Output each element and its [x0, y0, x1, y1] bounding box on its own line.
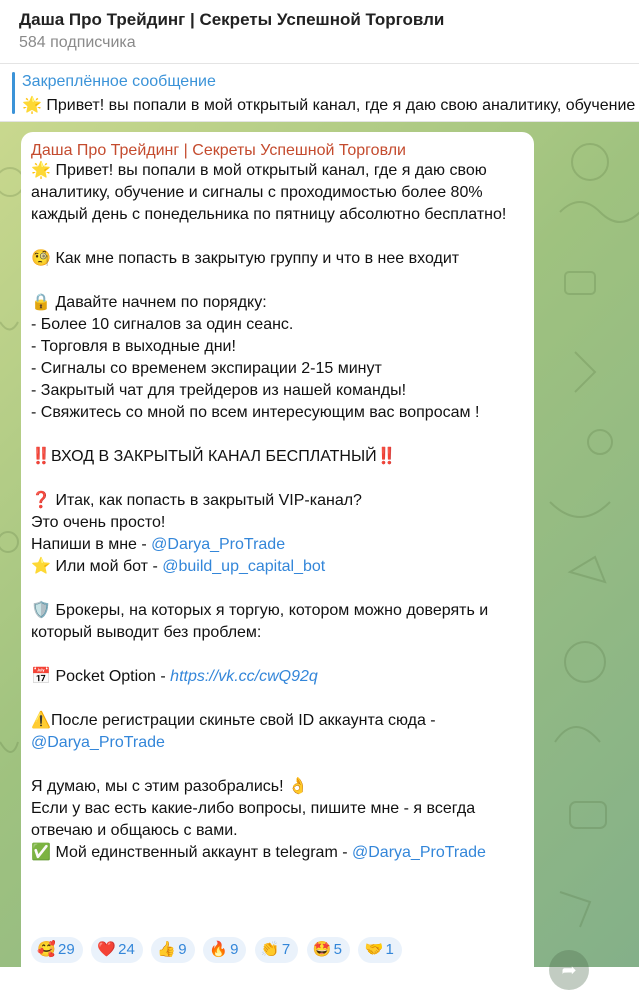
ok-hand-icon: 👌	[288, 778, 308, 795]
entry-headline: ‼️ВХОД В ЗАКРЫТЫЙ КАНАЛ БЕСПЛАТНЫЙ‼️	[31, 446, 529, 468]
monocle-face-icon: 🧐	[31, 250, 51, 267]
fire-icon: 🔥	[209, 941, 228, 958]
star-icon: ⭐	[31, 558, 51, 575]
list-item: - Более 10 сигналов за один сеанс.	[31, 316, 294, 333]
list-item: - Торговля в выходные дни!	[31, 338, 236, 355]
reaction-clap[interactable]: 👏 7	[255, 937, 298, 963]
reaction-heart[interactable]: ❤️ 24	[91, 937, 143, 963]
lock-icon: 🔒	[31, 294, 51, 311]
pinned-message-bar[interactable]	[0, 64, 639, 122]
order-line: 🔒 Давайте начнем по порядку:	[31, 292, 529, 314]
warning-paragraph: ⚠️После регистрации скиньте свой ID аккаунта сюда - @Darya_ProTrade	[31, 712, 436, 751]
reaction-fire[interactable]: 🔥 9	[203, 937, 246, 963]
chat-header[interactable]	[0, 0, 639, 64]
how-line: ❓ Итак, как попасть в закрытый VIP-канал?	[31, 490, 529, 512]
share-button[interactable]	[549, 950, 589, 990]
mention-link[interactable]: @Darya_ProTrade	[352, 844, 486, 861]
share-arrow-icon: ➦	[561, 960, 577, 980]
bot-link[interactable]: @build_up_capital_bot	[162, 558, 326, 575]
list-item: - Сигналы со временем экспирации 2-15 минут	[31, 360, 382, 377]
mention-link[interactable]: @Darya_ProTrade	[151, 536, 286, 553]
shield-icon: 🛡️	[31, 602, 51, 619]
double-exclamation-icon: ‼️	[31, 448, 51, 465]
post-sender[interactable]: Даша Про Трейдинг | Секреты Успешной Торговли	[31, 142, 406, 159]
reaction-handshake[interactable]: 🤝 1	[358, 937, 401, 963]
channel-post[interactable]	[21, 132, 534, 967]
heart-icon: ❤️	[97, 941, 116, 958]
done-line: Я думаю, мы с этим разобрались! 👌	[31, 776, 529, 798]
list-item: - Закрытый чат для трейдеров из нашей команды!	[31, 382, 407, 399]
post-text	[31, 160, 529, 864]
star-sparkle-icon: 🌟	[31, 162, 51, 179]
thumbs-up-icon: 👍	[157, 941, 176, 958]
easy-line: Это очень просто!	[31, 514, 166, 531]
mention-link[interactable]: @Darya_ProTrade	[31, 734, 165, 751]
list-item: - Свяжитесь со мной по всем интересующим вас вопросам !	[31, 404, 480, 421]
pocket-option-link[interactable]: https://vk.cc/cwQ92q	[170, 668, 318, 685]
reaction-smiling-hearts[interactable]: 🥰 29	[31, 937, 83, 963]
smiling-hearts-icon: 🥰	[37, 941, 56, 958]
reactions-row	[31, 937, 406, 965]
subscriber-count: 584 подписчика	[19, 34, 136, 51]
reaction-star-struck[interactable]: 🤩 5	[307, 937, 350, 963]
chat-background	[0, 122, 639, 980]
channel-title[interactable]: Даша Про Трейдинг | Секреты Успешной Торговли	[19, 10, 445, 29]
pocket-line: 📅 Pocket Option - https://vk.cc/cwQ92q	[31, 666, 529, 688]
question-line: 🧐 Как мне попасть в закрытую группу и что в нее входит	[31, 248, 529, 270]
intro-paragraph: 🌟 Привет! вы попали в мой открытый канал, где я даю свою аналитику, обучение и сигналы с проходимостью более 80% каждый день с понедельника по пятницу абсолютно бесплатно!	[31, 162, 507, 223]
bot-line: ⭐ Или мой бот - @build_up_capital_bot	[31, 556, 529, 578]
clap-icon: 👏	[260, 941, 280, 958]
verified-check-icon: ✅	[31, 844, 51, 861]
warning-icon: ⚠️	[31, 712, 51, 729]
account-paragraph: ✅ Мой единственный аккаунт в telegram - @Darya_ProTrade	[31, 842, 529, 864]
star-struck-icon: 🤩	[312, 941, 332, 958]
handshake-icon: 🤝	[364, 941, 384, 958]
question-mark-icon: ❓	[31, 492, 51, 509]
calendar-icon: 📅	[31, 668, 51, 685]
double-exclamation-icon: ‼️	[376, 448, 397, 465]
brokers-paragraph: 🛡️ Брокеры, на которых я торгую, котором можно доверять и который выводит без проблем:	[31, 602, 489, 641]
write-me-line: Напиши в мне - @Darya_ProTrade	[31, 536, 286, 553]
reaction-thumbs-up[interactable]: 👍 9	[151, 937, 194, 963]
pinned-label: Закреплённое сообщение	[22, 73, 216, 90]
pinned-text: 🌟 Привет! вы попали в мой открытый канал, где я даю свою аналитику, обучение	[22, 97, 636, 114]
questions-paragraph: Если у вас есть какие-либо вопросы, пишите мне - я всегда отвечаю и общаюсь с вами.	[31, 800, 476, 839]
pinned-accent-bar	[12, 72, 15, 114]
